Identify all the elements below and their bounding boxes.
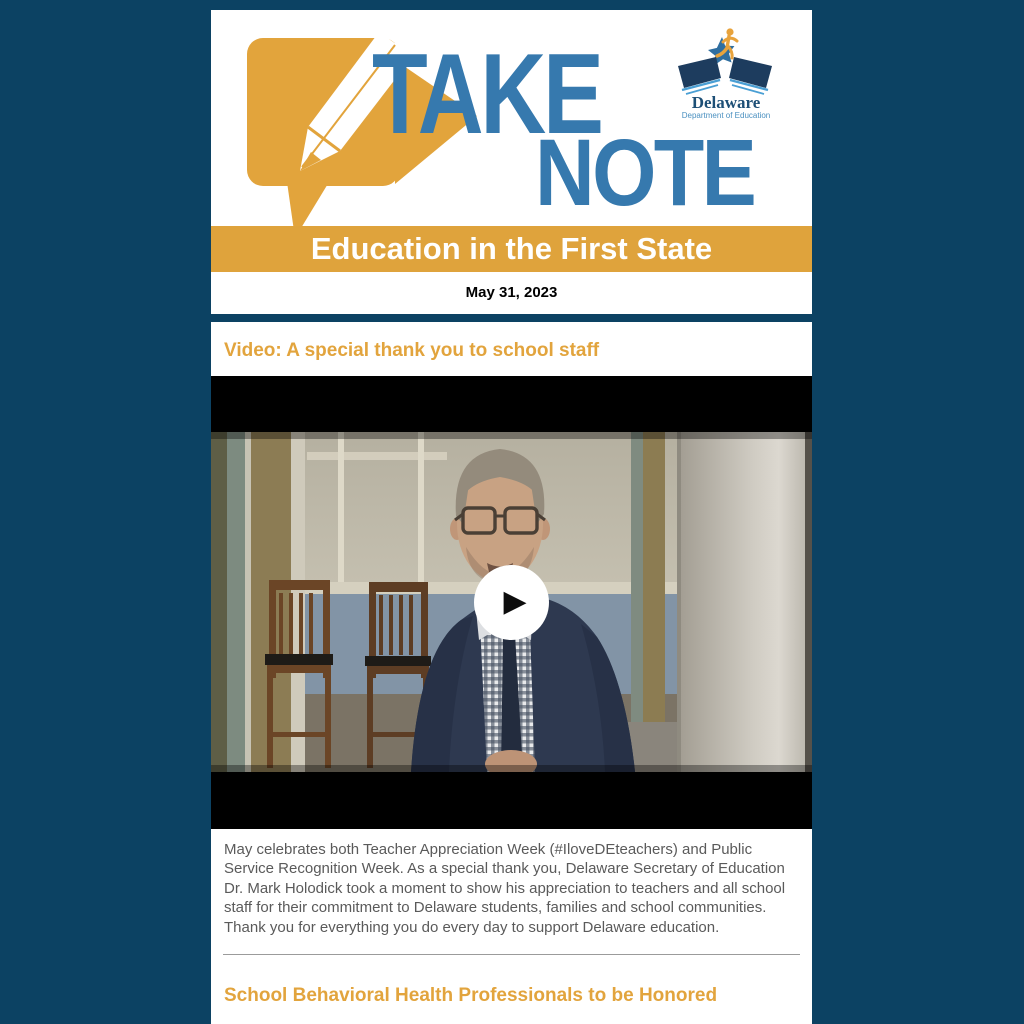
logo-word-note: NOTE bbox=[535, 120, 755, 226]
video-thumbnail[interactable] bbox=[211, 376, 812, 829]
banner-title: Education in the First State bbox=[211, 226, 812, 272]
play-icon: ▶ bbox=[503, 584, 527, 620]
newsletter-header bbox=[211, 10, 812, 226]
delaware-doe-logo bbox=[664, 26, 788, 122]
newsletter-email bbox=[211, 10, 812, 1024]
dept-logo-subtitle: Department of Education bbox=[681, 111, 771, 120]
dept-logo-name: Delaware bbox=[691, 93, 761, 112]
article-body-text: May celebrates both Teacher Appreciation Week (#IloveDEteachers) and Public Service Recognition Week. As a special thank you, Delaware Secretary of Education Dr. Mark Holodick took a moment to show his appreciation to teachers and all school staff for their commitment to Delaware students, families and school communities. Thank you for everything you do every day to support Delaware education. bbox=[224, 840, 786, 936]
content-card bbox=[211, 322, 812, 1024]
play-button[interactable] bbox=[474, 565, 549, 640]
issue-date: May 31, 2023 bbox=[211, 272, 812, 314]
article-heading-video: Video: A special thank you to school staff bbox=[224, 340, 600, 361]
article-heading-behavioral-health: School Behavioral Health Professionals to be Honored bbox=[224, 985, 718, 1007]
logo-word-take: TAKE bbox=[372, 31, 601, 158]
